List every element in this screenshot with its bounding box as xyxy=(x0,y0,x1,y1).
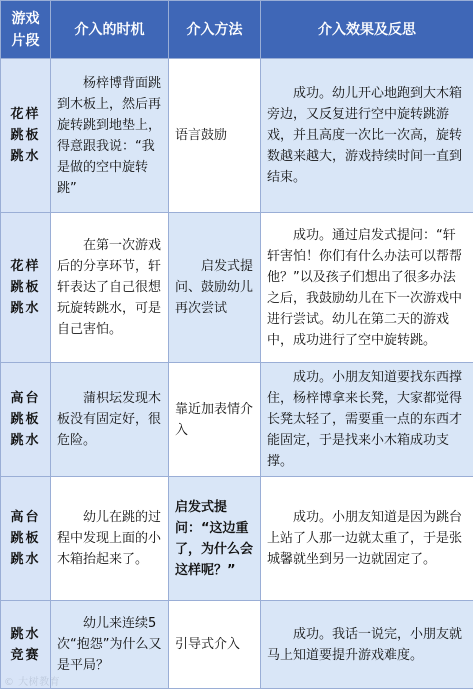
timing-cell xyxy=(51,59,169,213)
table-header xyxy=(1,1,473,59)
effect-text: 成功。小朋友知道要找东西撑住，杨梓博拿来长凳，大家都觉得长凳太轻了，需要重一点的东西才能固定，于是找来小木箱成功支撑。 xyxy=(267,370,463,469)
method-text: 语言鼓励 xyxy=(175,128,228,143)
timing-cell xyxy=(51,213,169,363)
method-text: 靠近加表情介入 xyxy=(175,401,254,438)
method-text: 启发式提问：“这边重了，为什么会这样呢？” xyxy=(175,499,254,578)
header-method: 介入方法 xyxy=(169,1,261,59)
stage-cell xyxy=(1,213,51,363)
stage-line: 竞赛 xyxy=(10,647,41,663)
method-text: 引导式介入 xyxy=(175,637,241,652)
stage-line: 跳板 xyxy=(10,531,41,546)
effect-cell xyxy=(261,601,473,689)
stage-line: 花样 xyxy=(10,259,41,274)
method-cell xyxy=(169,59,261,213)
stage-line: 跳板 xyxy=(10,412,41,427)
stage-line: 跳水 xyxy=(10,552,41,567)
stage-line: 跳水 xyxy=(10,149,41,164)
effect-cell xyxy=(261,477,473,601)
timing-text: 在第一次游戏后的分享环节，轩轩表达了自己很想玩旋转跳水，可是自己害怕。 xyxy=(57,238,162,337)
table-row xyxy=(1,59,473,213)
method-text: 启发式提问、鼓励幼儿再次尝试 xyxy=(175,259,254,316)
effect-text: 成功。通过启发式提问：“轩轩害怕！你们有什么办法可以帮帮他？”以及孩子们想出了很多办法之后，我鼓励幼儿在下一次游戏中进行尝试。幼儿在第二天的游戏中，成功进行了空中旋转跳。 xyxy=(267,227,463,348)
header-row xyxy=(1,1,473,59)
method-cell xyxy=(169,363,261,477)
method-cell xyxy=(169,601,261,689)
method-cell xyxy=(169,477,261,601)
stage-line: 跳水 xyxy=(10,301,41,316)
table-row xyxy=(1,477,473,601)
header-stage-line-1: 游戏 xyxy=(11,10,40,27)
stage-line: 高台 xyxy=(10,391,41,406)
header-stage xyxy=(1,1,51,59)
table-row xyxy=(1,601,473,689)
stage-line: 高台 xyxy=(10,510,41,525)
stage-line: 花样 xyxy=(10,107,41,122)
timing-cell xyxy=(51,601,169,689)
stage-cell xyxy=(1,477,51,601)
table-row xyxy=(1,363,473,477)
stage-line: 跳板 xyxy=(10,128,41,143)
table-row xyxy=(1,213,473,363)
effect-cell xyxy=(261,363,473,477)
table-body xyxy=(1,59,473,689)
effect-text: 成功。小朋友知道是因为跳台上站了人那一边就太重了，于是张城馨就坐到另一边就固定了。 xyxy=(267,510,463,567)
method-cell xyxy=(169,213,261,363)
watermark: © 大树教育 xyxy=(4,677,61,688)
stage-cell xyxy=(1,59,51,213)
timing-text: 幼儿在跳的过程中发现上面的小木箱抬起来了。 xyxy=(57,510,162,567)
timing-text: 幼儿来连续5次“抱怨”为什么又是平局？ xyxy=(57,616,162,673)
effect-cell xyxy=(261,59,473,213)
stage-line: 跳水 xyxy=(10,626,41,642)
timing-cell xyxy=(51,363,169,477)
effect-text: 成功。我话一说完，小朋友就马上知道要提升游戏难度。 xyxy=(267,626,463,663)
effect-text: 成功。幼儿开心地跑到大木箱旁边，又反复进行空中旋转跳游戏，并且高度一次比一次高，旋转数越来越大，游戏持续时间一直到结束。 xyxy=(267,86,463,185)
stage-line: 跳板 xyxy=(10,280,41,295)
header-timing: 介入的时机 xyxy=(51,1,169,59)
stage-line: 跳水 xyxy=(10,433,41,448)
effect-cell xyxy=(261,213,473,363)
timing-text: 蒲枳坛发现木板没有固定好，很危险。 xyxy=(57,391,162,448)
header-stage-line-2: 片段 xyxy=(11,32,40,49)
header-effect: 介入效果及反思 xyxy=(261,1,473,59)
timing-cell xyxy=(51,477,169,601)
timing-text: 杨梓博背面跳到木板上，然后再旋转跳到地垫上，得意跟我说：“我是做的空中旋转跳” xyxy=(57,75,162,196)
stage-cell xyxy=(1,363,51,477)
